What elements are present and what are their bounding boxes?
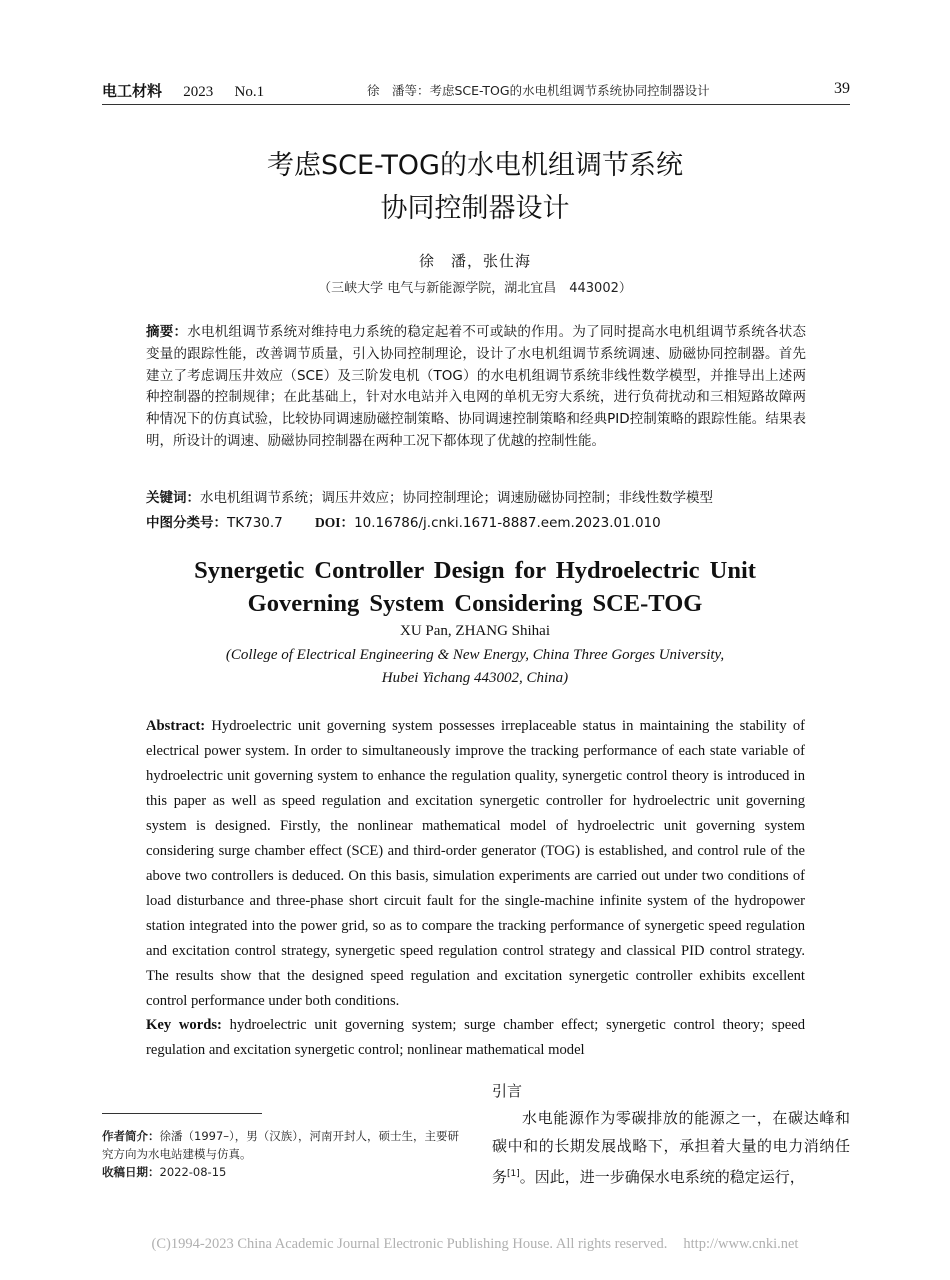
en-affiliation-line-1: (College of Electrical Engineering & New Energy, China Three Gorges University, <box>225 647 725 663</box>
en-abstract-text: Hydroelectric unit governing system possesses irreplaceable status in maintaining the stability of electrical power system. In order to simultaneously improve the tracking performance of each state variable of hydroelectric unit governing system to enhance the regulation quality, synergetic control theory is introduced in this paper as well as speed regulation and excitation synergetic controller for hydroelectric unit governing system is designed. Firstly, the nonlinear mathematical model of hydroelectric unit governing system considering surge chamber effect (SCE) and third-order generator (TOG) is established, and control rule of the above two controllers is deduced. On this basis, simulation experiments are carried out under two conditions of load disturbance and three-phase short circuit fault for the single-machine infinite system of the hydropower station integrated into the power grid, so as to compare the tracking performance of synergetic speed regulation and excitation control strategy, synergetic speed regulation control strategy and classical PID control strategy. The results show that the designed speed regulation and excitation synergetic controller exhibits excellent control performance under both conditions. <box>146 718 805 1009</box>
received-label: 收稿日期： <box>102 1165 160 1179</box>
intro-text-2: 。因此，进一步确保水电系统的稳定运行， <box>519 1168 805 1186</box>
citation-ref: [1] <box>507 1169 520 1179</box>
doi-label: DOI： <box>315 515 355 530</box>
en-abstract-label: Abstract: <box>146 718 206 734</box>
en-abstract <box>146 714 805 1014</box>
header-rule <box>102 104 850 105</box>
clc-value: TK730.7 <box>227 515 283 531</box>
en-keywords-label: Key words: <box>146 1017 222 1033</box>
page-number: 39 <box>834 80 850 97</box>
cn-title-line-2: 协同控制器设计 <box>380 193 570 224</box>
doi-value: 10.16786/j.cnki.1671-8887.eem.2023.01.010 <box>354 515 661 531</box>
intro-heading: 引言 <box>492 1082 523 1100</box>
copyright-notice <box>0 1236 950 1253</box>
running-title: 徐 潘等：考虑SCE-TOG的水电机组调节系统协同控制器设计 <box>367 83 710 98</box>
footnote <box>102 1127 462 1181</box>
cn-keywords-text: 水电机组调节系统；调压井效应；协同控制理论；调速励磁协同控制；非线性数学模型 <box>200 490 713 506</box>
clc-label: 中图分类号： <box>146 515 227 531</box>
author-bio-text: 徐潘（1997–），男（汉族），河南开封人，硕士生，主要研究方向为水电站建模与仿真。 <box>102 1129 460 1161</box>
journal-name: 电工材料 <box>102 82 163 100</box>
footnote-rule <box>102 1113 262 1114</box>
journal-year: 2023 <box>183 84 214 100</box>
cn-keywords <box>146 486 806 506</box>
author-bio-label: 作者简介： <box>102 1129 160 1143</box>
cn-authors: 徐 潘，张仕海 <box>418 252 531 270</box>
received-value: 2022-08-15 <box>159 1165 227 1179</box>
en-title-line-2: Governing System Considering SCE-TOG <box>247 590 703 617</box>
cn-keywords-label: 关键词： <box>146 490 200 506</box>
en-keywords-text: hydroelectric unit governing system; surge chamber effect; synergetic control theory; speed regulation and excitation synergetic control; nonlinear mathematical model <box>146 1017 805 1058</box>
intro-text-1: 水电能源作为零碳排放的能源之一，在碳达峰和碳中和的长期发展战略下，承担着大量的电力消纳任务 <box>492 1109 850 1186</box>
en-authors: XU Pan, ZHANG Shihai <box>400 623 550 639</box>
journal-info <box>102 80 264 101</box>
journal-issue: No.1 <box>234 84 265 100</box>
cn-classification <box>146 511 806 531</box>
intro-body <box>492 1104 850 1191</box>
cn-abstract-label: 摘要： <box>146 324 188 340</box>
running-header <box>102 80 850 104</box>
en-keywords <box>146 1013 805 1063</box>
cnki-link[interactable]: http://www.cnki.net <box>683 1236 799 1252</box>
author-bio <box>102 1127 462 1163</box>
copyright-text: (C)1994-2023 China Academic Journal Electronic Publishing House. All rights reserved. <box>151 1236 668 1252</box>
en-title-line-1: Synergetic Controller Design for Hydroelectric Unit <box>194 557 756 584</box>
en-affiliation-line-2: Hubei Yichang 443002, China) <box>381 670 569 686</box>
cn-affiliation: （三峡大学 电气与新能源学院，湖北宜昌 443002） <box>318 281 632 296</box>
cn-abstract-text: 水电机组调节系统对维持电力系统的稳定起着不可或缺的作用。为了同时提高水电机组调节系统各状态变量的跟踪性能，改善调节质量，引入协同控制理论，设计了水电机组调节系统调速、励磁协同控制器。首先建立了考虑调压井效应（SCE）及三阶发电机（TOG）的水电机组调节系统非线性数学模型，并推导出上述两种控制器的控制规律；在此基础上，针对水电站并入电网的单机无穷大系统，进行负荷扰动和三相短路故障两种情况下的仿真试验，比较协同调速励磁控制策略、协同调速控制策略和经典PID控制策略的跟踪性能。结果表明，所设计的调速、励磁协同控制器在两种工况下都体现了优越的控制性能。 <box>146 324 807 449</box>
cn-title-line-1: 考虑SCE-TOG的水电机组调节系统 <box>267 150 683 181</box>
received-date <box>102 1163 462 1181</box>
cn-abstract <box>146 322 806 453</box>
